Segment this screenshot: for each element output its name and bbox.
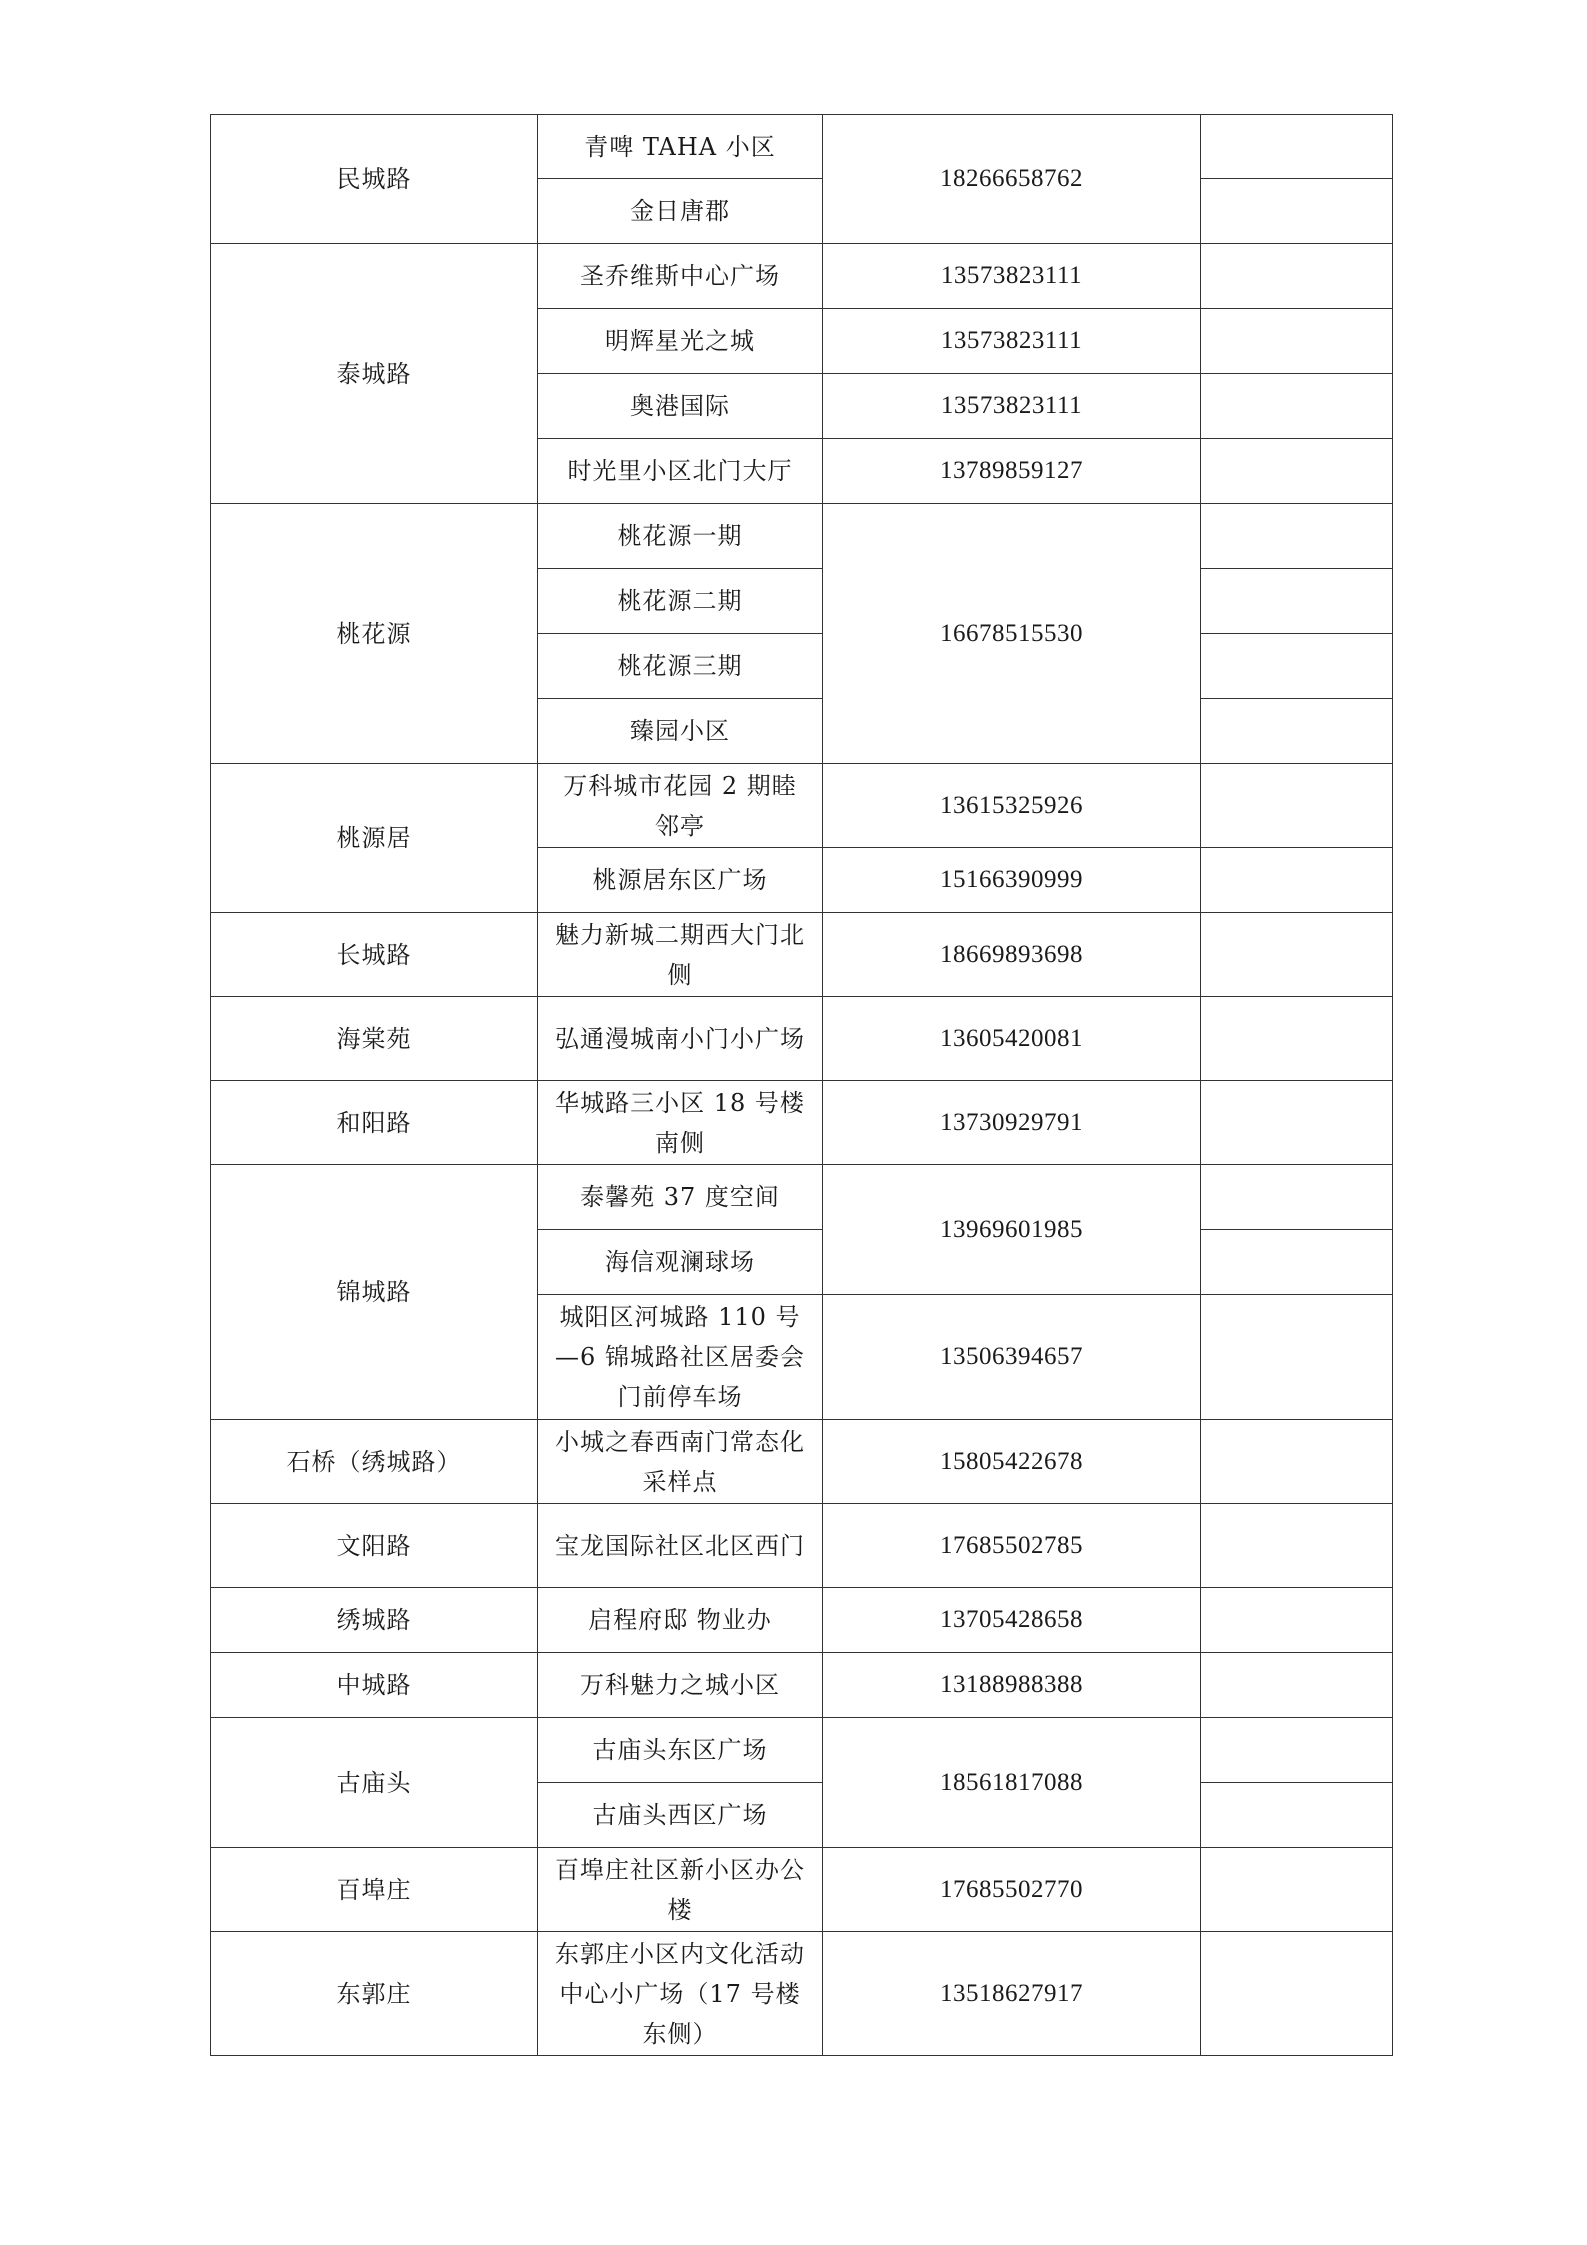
site-cell: 奥港国际: [538, 374, 823, 439]
site-cell: 圣乔维斯中心广场: [538, 244, 823, 309]
site-cell: 青啤 TAHA 小区: [538, 115, 823, 179]
site-cell: 启程府邸 物业办: [538, 1588, 823, 1653]
note-cell: [1201, 1420, 1393, 1504]
note-cell: [1201, 1504, 1393, 1588]
phone-cell: 13506394657: [823, 1295, 1201, 1420]
collection-sites-sheet: [210, 114, 1392, 2056]
site-cell: 宝龙国际社区北区西门: [538, 1504, 823, 1588]
site-cell: 古庙头东区广场: [538, 1718, 823, 1783]
site-cell: 魅力新城二期西大门北侧: [538, 913, 823, 997]
phone-cell: 18561817088: [823, 1718, 1201, 1848]
note-cell: [1201, 913, 1393, 997]
phone-cell: 18669893698: [823, 913, 1201, 997]
district-cell: 锦城路: [211, 1165, 538, 1420]
site-cell: 桃花源一期: [538, 504, 823, 569]
table-row: [211, 997, 1393, 1081]
note-cell: [1201, 1653, 1393, 1718]
district-cell: 海棠苑: [211, 997, 538, 1081]
note-cell: [1201, 848, 1393, 913]
note-cell: [1201, 997, 1393, 1081]
phone-cell: 13605420081: [823, 997, 1201, 1081]
district-cell: 长城路: [211, 913, 538, 997]
collection-sites-table: [210, 114, 1393, 2056]
note-cell: [1201, 1848, 1393, 1932]
district-cell: 和阳路: [211, 1081, 538, 1165]
note-cell: [1201, 374, 1393, 439]
note-cell: [1201, 1081, 1393, 1165]
site-cell: 泰馨苑 37 度空间: [538, 1165, 823, 1230]
site-cell: 桃花源三期: [538, 634, 823, 699]
site-cell: 金日唐郡: [538, 179, 823, 244]
table-row: [211, 764, 1393, 848]
table-row: [211, 1653, 1393, 1718]
phone-cell: 13573823111: [823, 374, 1201, 439]
table-row: [211, 244, 1393, 309]
phone-cell: 13518627917: [823, 1932, 1201, 2056]
note-cell: [1201, 309, 1393, 374]
note-cell: [1201, 244, 1393, 309]
note-cell: [1201, 1230, 1393, 1295]
note-cell: [1201, 1718, 1393, 1783]
note-cell: [1201, 1295, 1393, 1420]
district-cell: 石桥（绣城路）: [211, 1420, 538, 1504]
site-cell: 东郭庄小区内文化活动中心小广场（17 号楼东侧）: [538, 1932, 823, 2056]
site-cell: 海信观澜球场: [538, 1230, 823, 1295]
note-cell: [1201, 699, 1393, 764]
table-row: [211, 913, 1393, 997]
phone-cell: 15805422678: [823, 1420, 1201, 1504]
site-cell: 时光里小区北门大厅: [538, 439, 823, 504]
phone-cell: 16678515530: [823, 504, 1201, 764]
table-row: [211, 115, 1393, 179]
district-cell: 桃源居: [211, 764, 538, 913]
site-cell: 万科城市花园 2 期睦邻亭: [538, 764, 823, 848]
site-cell: 华城路三小区 18 号楼南侧: [538, 1081, 823, 1165]
note-cell: [1201, 1165, 1393, 1230]
phone-cell: 13615325926: [823, 764, 1201, 848]
site-cell: 桃源居东区广场: [538, 848, 823, 913]
table-row: [211, 504, 1393, 569]
district-cell: 民城路: [211, 115, 538, 244]
note-cell: [1201, 439, 1393, 504]
phone-cell: 13573823111: [823, 309, 1201, 374]
phone-cell: 15166390999: [823, 848, 1201, 913]
note-cell: [1201, 115, 1393, 179]
district-cell: 古庙头: [211, 1718, 538, 1848]
note-cell: [1201, 179, 1393, 244]
site-cell: 城阳区河城路 110 号—6 锦城路社区居委会门前停车场: [538, 1295, 823, 1420]
phone-cell: 13969601985: [823, 1165, 1201, 1295]
note-cell: [1201, 1932, 1393, 2056]
district-cell: 百埠庄: [211, 1848, 538, 1932]
phone-cell: 17685502785: [823, 1504, 1201, 1588]
district-cell: 桃花源: [211, 504, 538, 764]
phone-cell: 18266658762: [823, 115, 1201, 244]
table-row: [211, 1504, 1393, 1588]
table-row: [211, 1932, 1393, 2056]
site-cell: 桃花源二期: [538, 569, 823, 634]
note-cell: [1201, 764, 1393, 848]
note-cell: [1201, 569, 1393, 634]
table-row: [211, 1420, 1393, 1504]
site-cell: 百埠庄社区新小区办公楼: [538, 1848, 823, 1932]
site-cell: 万科魅力之城小区: [538, 1653, 823, 1718]
district-cell: 文阳路: [211, 1504, 538, 1588]
table-row: [211, 1165, 1393, 1230]
site-cell: 臻园小区: [538, 699, 823, 764]
district-cell: 东郭庄: [211, 1932, 538, 2056]
phone-cell: 13188988388: [823, 1653, 1201, 1718]
site-cell: 弘通漫城南小门小广场: [538, 997, 823, 1081]
table-row: [211, 1081, 1393, 1165]
site-cell: 小城之春西南门常态化采样点: [538, 1420, 823, 1504]
phone-cell: 13573823111: [823, 244, 1201, 309]
table-row: [211, 1718, 1393, 1783]
note-cell: [1201, 1783, 1393, 1848]
note-cell: [1201, 1588, 1393, 1653]
phone-cell: 13789859127: [823, 439, 1201, 504]
phone-cell: 13705428658: [823, 1588, 1201, 1653]
note-cell: [1201, 634, 1393, 699]
phone-cell: 13730929791: [823, 1081, 1201, 1165]
district-cell: 中城路: [211, 1653, 538, 1718]
table-row: [211, 1848, 1393, 1932]
district-cell: 绣城路: [211, 1588, 538, 1653]
site-cell: 古庙头西区广场: [538, 1783, 823, 1848]
district-cell: 泰城路: [211, 244, 538, 504]
site-cell: 明辉星光之城: [538, 309, 823, 374]
table-row: [211, 1588, 1393, 1653]
note-cell: [1201, 504, 1393, 569]
phone-cell: 17685502770: [823, 1848, 1201, 1932]
